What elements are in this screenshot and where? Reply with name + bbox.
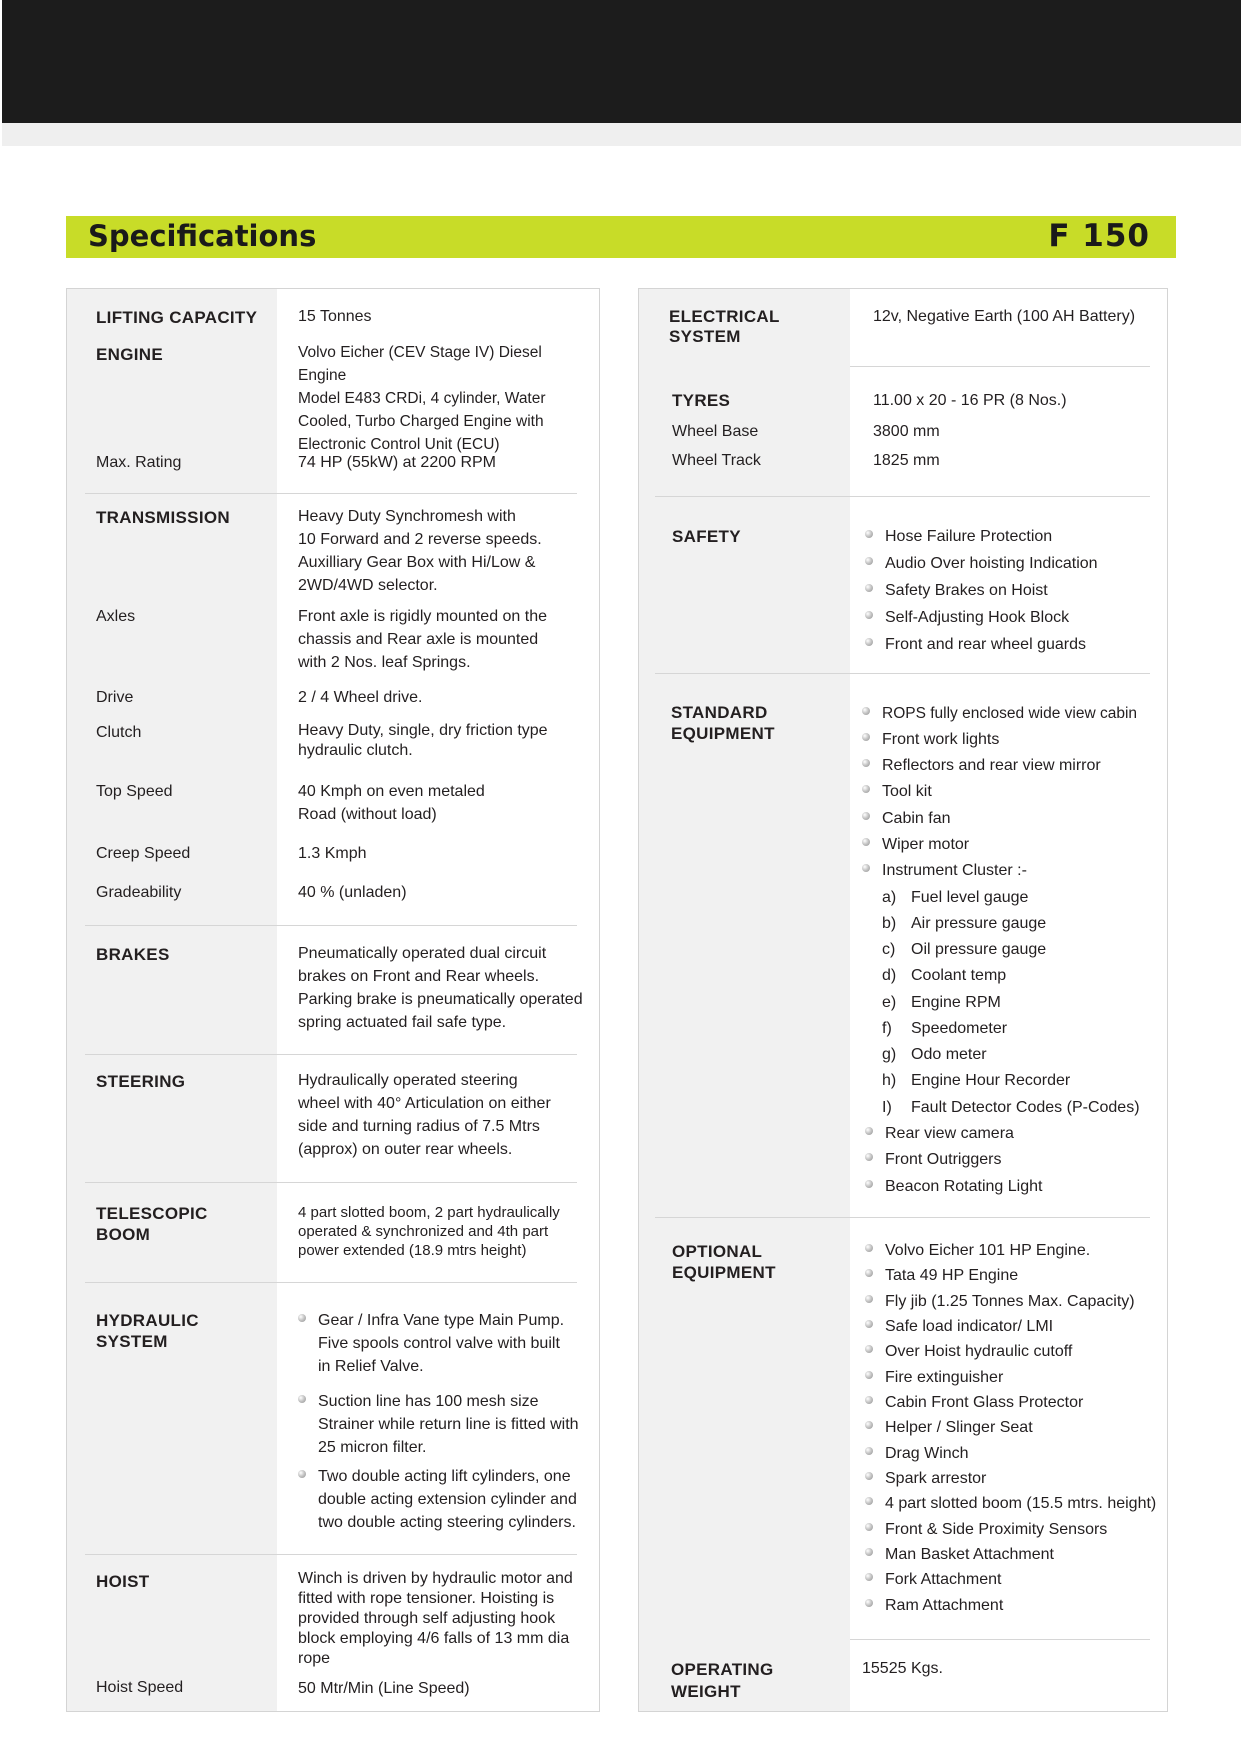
tyres-value: 11.00 x 20 - 16 PR (8 Nos.) bbox=[873, 392, 1067, 409]
standard-item: Cabin fan bbox=[862, 807, 951, 830]
optional-item: Front & Side Proximity Sensors bbox=[865, 1518, 1107, 1541]
clutch-label: Clutch bbox=[96, 724, 142, 741]
bullet-icon bbox=[865, 584, 873, 592]
specifications-header-bar bbox=[66, 216, 1176, 258]
bullet-icon bbox=[865, 557, 873, 565]
max-rating-value: 74 HP (55kW) at 2200 RPM bbox=[298, 454, 497, 471]
hydraulic-item: Gear / Infra Vane type Main Pump. Five spools control valve with built in Relief Valve. bbox=[298, 1309, 564, 1378]
divider bbox=[277, 1554, 577, 1555]
optional-item: Fork Attachment bbox=[865, 1568, 1002, 1591]
bullet-icon bbox=[298, 1314, 306, 1322]
standard-item: Front work lights bbox=[862, 728, 999, 751]
brakes-label: BRAKES bbox=[96, 945, 170, 964]
axles-value: Front axle is rigidly mounted on the chassis and Rear axle is mounted with 2 Nos. leaf Springs. bbox=[298, 608, 548, 671]
left-spec-panel bbox=[66, 288, 600, 1712]
safety-label: SAFETY bbox=[672, 527, 741, 546]
bullet-icon bbox=[865, 1320, 873, 1328]
wheel-base-value: 3800 mm bbox=[873, 423, 940, 440]
top-banner bbox=[2, 0, 1241, 123]
cluster-item: I) Fault Detector Codes (P-Codes) bbox=[882, 1099, 1140, 1116]
standard-item: Reflectors and rear view mirror bbox=[862, 754, 1101, 777]
bullet-icon bbox=[862, 707, 870, 715]
bullet-icon bbox=[865, 530, 873, 538]
gradeability-value: 40 % (unladen) bbox=[298, 884, 407, 901]
divider bbox=[850, 496, 1150, 497]
standard-equipment-label: STANDARD EQUIPMENT bbox=[671, 703, 775, 743]
optional-item: Ram Attachment bbox=[865, 1594, 1003, 1617]
bullet-icon bbox=[298, 1470, 306, 1478]
bullet-icon bbox=[865, 1573, 873, 1581]
right-label-column bbox=[639, 289, 850, 1711]
steering-label: STEERING bbox=[96, 1072, 186, 1091]
optional-item: 4 part slotted boom (15.5 mtrs. height) bbox=[865, 1492, 1156, 1515]
bullet-icon bbox=[862, 812, 870, 820]
safety-item: Front and rear wheel guards bbox=[865, 633, 1086, 656]
tyres-label: TYRES bbox=[672, 391, 731, 410]
clutch-value: Heavy Duty, single, dry friction type hydraulic clutch. bbox=[298, 722, 548, 759]
cluster-item: h) Engine Hour Recorder bbox=[882, 1072, 1071, 1089]
bullet-icon bbox=[862, 733, 870, 741]
operating-weight-value: 15525 Kgs. bbox=[862, 1660, 943, 1677]
creep-speed-label: Creep Speed bbox=[96, 845, 191, 862]
engine-value: Volvo Eicher (CEV Stage IV) Diesel Engine Model E483 CRDi, 4 cylinder, Water Cooled, Turbo Charged Engine with Electronic Control Unit (ECU) bbox=[298, 344, 546, 453]
safety-item: Self-Adjusting Hook Block bbox=[865, 606, 1069, 629]
optional-item: Drag Winch bbox=[865, 1442, 969, 1465]
drive-label: Drive bbox=[96, 689, 134, 706]
model-name: F 150 bbox=[1048, 218, 1150, 254]
cluster-item: f) Speedometer bbox=[882, 1020, 1008, 1037]
standard-item: Front Outriggers bbox=[865, 1148, 1001, 1171]
right-spec-panel bbox=[638, 288, 1168, 1712]
optional-item: Tata 49 HP Engine bbox=[865, 1264, 1018, 1287]
divider bbox=[655, 673, 850, 674]
wheel-track-label: Wheel Track bbox=[672, 452, 761, 469]
bullet-icon bbox=[865, 1371, 873, 1379]
bullet-icon bbox=[865, 1472, 873, 1480]
divider bbox=[277, 1054, 577, 1055]
cluster-item: g) Odo meter bbox=[882, 1046, 987, 1063]
top-speed-value: 40 Kmph on even metaled Road (without load) bbox=[298, 783, 485, 823]
safety-item: Hose Failure Protection bbox=[865, 525, 1052, 548]
bullet-icon bbox=[865, 611, 873, 619]
cluster-item: a) Fuel level gauge bbox=[882, 889, 1029, 906]
cluster-item: e) Engine RPM bbox=[882, 994, 1001, 1011]
divider bbox=[655, 496, 850, 497]
max-rating-label: Max. Rating bbox=[96, 454, 182, 471]
optional-item: Volvo Eicher 101 HP Engine. bbox=[865, 1239, 1090, 1262]
gradeability-label: Gradeability bbox=[96, 884, 182, 901]
telescopic-boom-value: 4 part slotted boom, 2 part hydraulically operated & synchronized and 4th part power extended (18.9 mtrs height) bbox=[298, 1204, 560, 1259]
electrical-system-label: ELECTRICAL SYSTEM bbox=[669, 307, 780, 346]
optional-item: Over Hoist hydraulic cutoff bbox=[865, 1340, 1072, 1363]
drive-value: 2 / 4 Wheel drive. bbox=[298, 689, 423, 706]
divider bbox=[85, 1054, 277, 1055]
electrical-system-value: 12v, Negative Earth (100 AH Battery) bbox=[873, 308, 1136, 325]
bullet-icon bbox=[865, 1599, 873, 1607]
steering-value: Hydraulically operated steering wheel with 40° Articulation on either side and turning radius of 7.5 Mtrs (approx) on outer rear wheels. bbox=[298, 1072, 551, 1158]
bullet-icon bbox=[865, 1244, 873, 1252]
hydraulic-item: Two double acting lift cylinders, one double acting extension cylinder and two double acting steering cylinders. bbox=[298, 1465, 577, 1534]
axles-label: Axles bbox=[96, 608, 136, 625]
divider bbox=[850, 366, 1150, 367]
hydraulic-item: Suction line has 100 mesh size Strainer while return line is fitted with 25 micron filter. bbox=[298, 1390, 579, 1459]
cluster-item: c) Oil pressure gauge bbox=[882, 941, 1047, 958]
top-speed-label: Top Speed bbox=[96, 783, 173, 800]
bullet-icon bbox=[862, 759, 870, 767]
cluster-item: b) Air pressure gauge bbox=[882, 915, 1047, 932]
standard-item: Beacon Rotating Light bbox=[865, 1175, 1042, 1198]
divider bbox=[85, 1554, 277, 1555]
optional-item: Safe load indicator/ LMI bbox=[865, 1315, 1053, 1338]
divider bbox=[655, 1217, 850, 1218]
page-title: Specifications bbox=[88, 219, 317, 253]
optional-item: Spark arrestor bbox=[865, 1467, 986, 1490]
divider bbox=[277, 1282, 577, 1283]
transmission-label: TRANSMISSION bbox=[96, 508, 230, 527]
telescopic-boom-label: TELESCOPIC BOOM bbox=[96, 1204, 208, 1244]
banner-strip bbox=[2, 123, 1241, 146]
optional-item: Fire extinguisher bbox=[865, 1366, 1003, 1389]
bullet-icon bbox=[865, 1295, 873, 1303]
optional-item: Helper / Slinger Seat bbox=[865, 1416, 1033, 1439]
standard-item: Instrument Cluster :- bbox=[862, 859, 1027, 882]
optional-equipment-label: OPTIONAL EQUIPMENT bbox=[672, 1242, 776, 1282]
divider bbox=[850, 1217, 1150, 1218]
optional-item: Cabin Front Glass Protector bbox=[865, 1391, 1083, 1414]
divider bbox=[85, 1182, 277, 1183]
creep-speed-value: 1.3 Kmph bbox=[298, 845, 367, 862]
divider bbox=[277, 493, 577, 494]
wheel-base-label: Wheel Base bbox=[672, 423, 759, 440]
left-label-column bbox=[67, 289, 277, 1711]
hoist-value: Winch is driven by hydraulic motor and fitted with rope tensioner. Hoisting is provided through self adjusting hook block employing 4/6 falls of 13 mm dia rope bbox=[298, 1570, 573, 1667]
divider bbox=[85, 1282, 277, 1283]
standard-item: ROPS fully enclosed wide view cabin bbox=[862, 702, 1137, 725]
brakes-value: Pneumatically operated dual circuit brakes on Front and Rear wheels. Parking brake is pneumatically operated spring actuated fail safe type. bbox=[298, 945, 583, 1031]
hoist-speed-value: 50 Mtr/Min (Line Speed) bbox=[298, 1680, 470, 1697]
bullet-icon bbox=[865, 1523, 873, 1531]
bullet-icon bbox=[865, 1345, 873, 1353]
bullet-icon bbox=[862, 838, 870, 846]
hydraulic-system-label: HYDRAULIC SYSTEM bbox=[96, 1311, 199, 1351]
bullet-icon bbox=[865, 638, 873, 646]
safety-item: Audio Over hoisting Indication bbox=[865, 552, 1098, 575]
standard-item: Rear view camera bbox=[865, 1122, 1014, 1145]
bullet-icon bbox=[865, 1127, 873, 1135]
divider bbox=[850, 1639, 1150, 1640]
divider bbox=[277, 925, 577, 926]
bullet-icon bbox=[862, 785, 870, 793]
operating-weight-label: OPERATING WEIGHT bbox=[671, 1660, 774, 1701]
lifting-capacity-label: LIFTING CAPACITY bbox=[96, 308, 258, 327]
divider bbox=[85, 925, 277, 926]
optional-item: Man Basket Attachment bbox=[865, 1543, 1054, 1566]
bullet-icon bbox=[865, 1497, 873, 1505]
transmission-value: Heavy Duty Synchromesh with 10 Forward and 2 reverse speeds. Auxilliary Gear Box with Hi/Low & 2WD/4WD selector. bbox=[298, 508, 542, 594]
bullet-icon bbox=[865, 1396, 873, 1404]
standard-item: Tool kit bbox=[862, 780, 932, 803]
divider bbox=[85, 493, 277, 494]
lifting-capacity-value: 15 Tonnes bbox=[298, 308, 372, 325]
standard-item: Wiper motor bbox=[862, 833, 969, 856]
divider bbox=[850, 673, 1150, 674]
safety-item: Safety Brakes on Hoist bbox=[865, 579, 1048, 602]
bullet-icon bbox=[865, 1269, 873, 1277]
bullet-icon bbox=[865, 1153, 873, 1161]
bullet-icon bbox=[298, 1395, 306, 1403]
bullet-icon bbox=[862, 864, 870, 872]
bullet-icon bbox=[865, 1548, 873, 1556]
divider bbox=[277, 1182, 577, 1183]
bullet-icon bbox=[865, 1447, 873, 1455]
engine-label: ENGINE bbox=[96, 345, 163, 364]
hoist-speed-label: Hoist Speed bbox=[96, 1679, 184, 1696]
hoist-label: HOIST bbox=[96, 1572, 150, 1591]
optional-item: Fly jib (1.25 Tonnes Max. Capacity) bbox=[865, 1290, 1135, 1313]
cluster-item: d) Coolant temp bbox=[882, 967, 1007, 984]
wheel-track-value: 1825 mm bbox=[873, 452, 940, 469]
bullet-icon bbox=[865, 1180, 873, 1188]
bullet-icon bbox=[865, 1421, 873, 1429]
